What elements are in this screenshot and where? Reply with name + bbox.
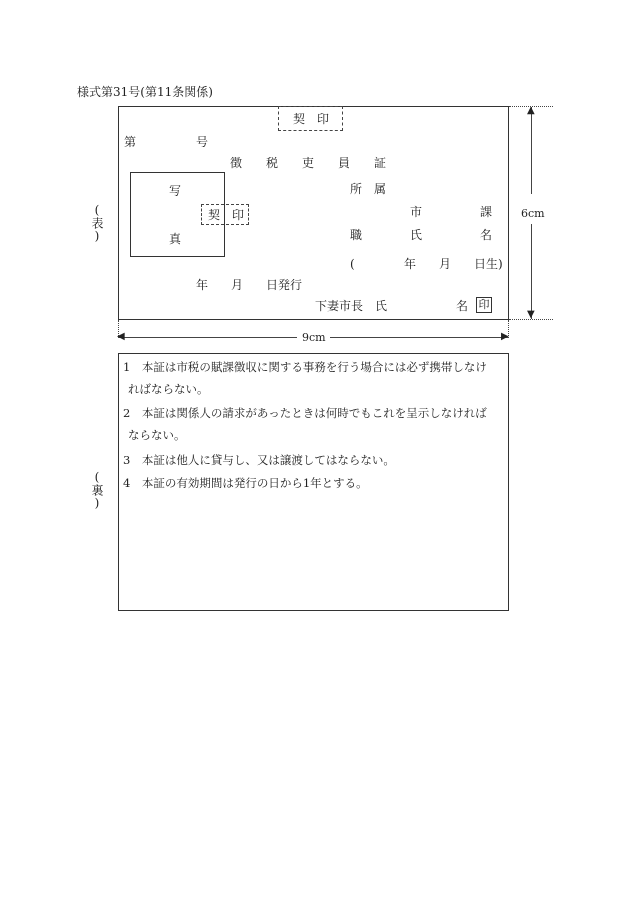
job-label: 職 xyxy=(350,228,363,242)
stamp-label: 印 xyxy=(478,298,490,311)
number-prefix: 第 xyxy=(124,135,137,149)
dimension-width-line-right xyxy=(330,337,508,338)
name-label: 名 xyxy=(480,228,493,242)
issue-day: 日発行 xyxy=(266,278,303,292)
card-title-char-1: 徴 xyxy=(230,156,243,170)
arrow-right-icon: ▶ xyxy=(501,331,509,342)
top-seal-box xyxy=(278,106,343,131)
birth-year: 年 xyxy=(404,257,417,271)
arrow-left-icon: ◀ xyxy=(117,331,125,342)
city-label: 市 xyxy=(410,205,423,219)
note-2-line-2: ならない。 xyxy=(128,428,186,442)
card-title-char-2: 税 xyxy=(266,156,279,170)
dimension-height-line-bottom xyxy=(531,224,532,319)
dimension-height-line-top xyxy=(531,107,532,194)
photo-label-bottom: 真 xyxy=(169,232,182,246)
section-label: 課 xyxy=(480,205,493,219)
birth-day: 日生) xyxy=(474,257,503,271)
stamp-box xyxy=(476,297,492,313)
card-title-char-5: 証 xyxy=(374,156,387,170)
top-seal-label: 契 印 xyxy=(293,112,330,126)
note-3: 3 本証は他人に貸与し、又は譲渡してはならない。 xyxy=(123,453,395,467)
photo-seal-box xyxy=(201,204,249,225)
mayor-label: 下妻市長 氏 xyxy=(315,299,388,313)
card-title-char-4: 員 xyxy=(338,156,351,170)
card-title-char-3: 吏 xyxy=(302,156,315,170)
height-dimension-label: 6cm xyxy=(521,207,545,220)
front-side-label: (表) xyxy=(90,203,104,243)
note-1-line-1: 1 本証は市税の賦課徴収に関する事務を行う場合には必ず携帯しなけ xyxy=(123,360,487,374)
issue-year: 年 xyxy=(196,278,209,292)
width-dimension-label: 9cm xyxy=(302,331,326,344)
birth-month: 月 xyxy=(439,257,452,271)
affiliation-label: 所 属 xyxy=(350,182,387,196)
photo-seal-label: 契 印 xyxy=(208,208,245,222)
note-2-line-1: 2 本証は関係人の請求があったときは何時でもこれを呈示しなければ xyxy=(123,406,487,420)
mayor-name-label: 名 xyxy=(456,299,469,313)
note-4: 4 本証の有効期間は発行の日から1年とする。 xyxy=(123,476,368,490)
arrow-down-icon: ▼ xyxy=(527,309,535,320)
surname-label: 氏 xyxy=(410,228,423,242)
number-suffix: 号 xyxy=(196,135,209,149)
photo-label-top: 写 xyxy=(169,184,182,198)
note-1-line-2: ればならない。 xyxy=(128,382,209,396)
issue-month: 月 xyxy=(231,278,244,292)
dimension-width-line-left xyxy=(119,337,297,338)
back-side-label: (裏) xyxy=(90,470,104,510)
birth-open-paren: ( xyxy=(350,257,355,271)
arrow-up-icon: ▲ xyxy=(527,105,535,116)
form-title: 様式第31号(第11条関係) xyxy=(77,85,213,99)
